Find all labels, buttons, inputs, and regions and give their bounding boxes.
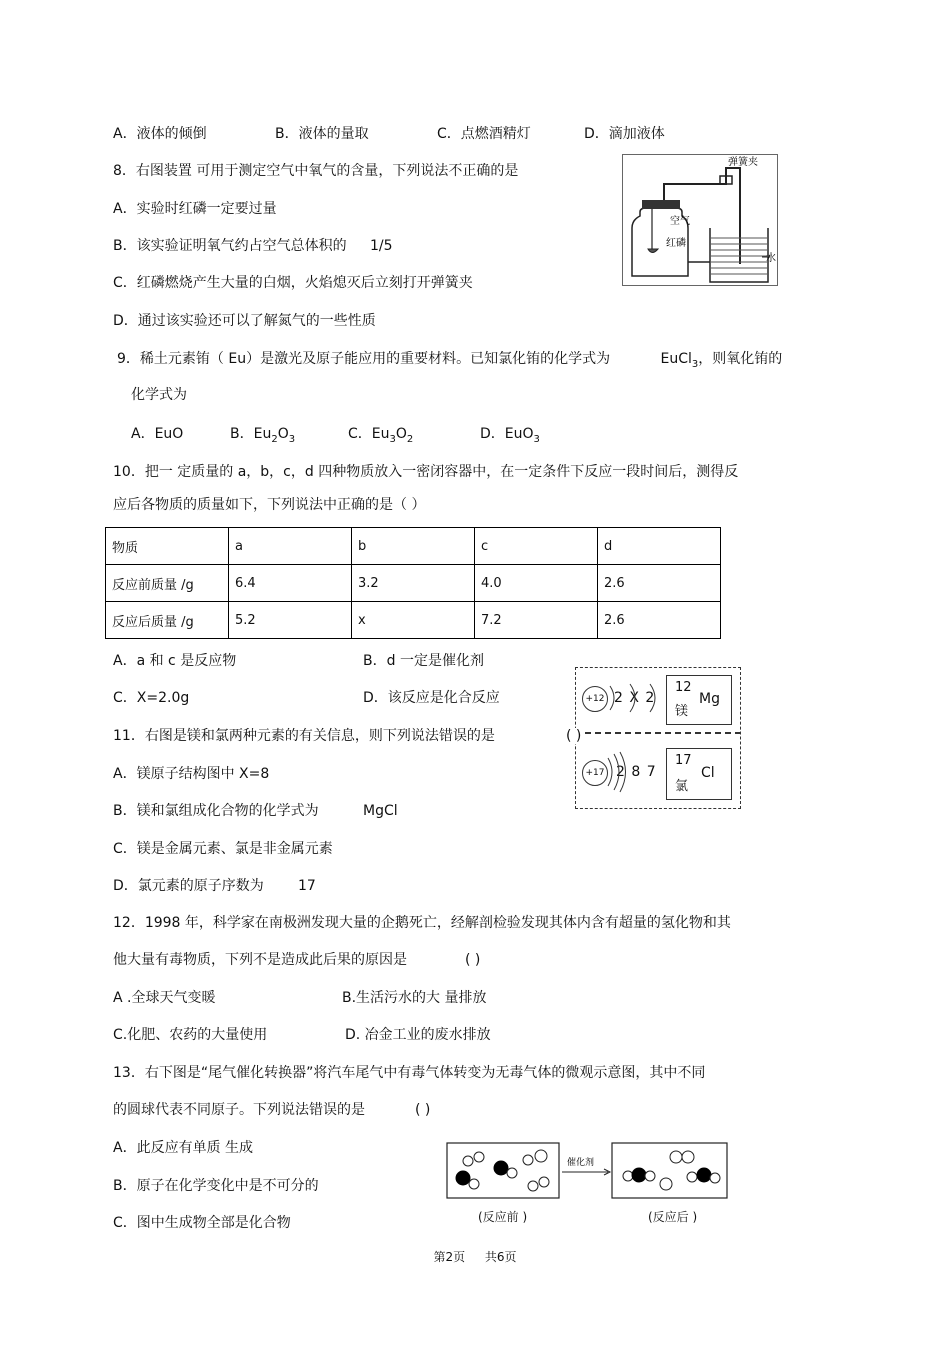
atom-white [469,1179,479,1189]
table-cell: 6.4 [229,565,352,602]
atom-white [523,1155,533,1165]
q9-option-a: A．EuO [131,426,184,442]
q11-option-a: A．镁原子结构图中 X=8 [113,766,270,782]
q10-stem-line2: 应后各物质的质量如下，下列说法中正确的是（ ） [113,497,426,513]
table-cell: 2.6 [598,565,721,602]
before-caption: (反应前 ) [478,1210,528,1224]
q9-c-sub2: 2 [406,433,414,445]
q9-c-rest: O [395,426,407,442]
q12-paren: ( ) [465,952,481,968]
table-cell: x [352,602,475,639]
page-total: 共6页 [484,1250,517,1264]
oxygen-apparatus-figure [622,154,778,286]
table-cell: 3.2 [352,565,475,602]
table-row [106,602,721,639]
q10-option-c: C．X=2.0g [113,690,190,706]
atom-black [456,1171,470,1185]
cl-shell-arcs [604,750,664,794]
atom-white [463,1156,473,1166]
table-cell: 5.2 [229,602,352,639]
q9-d-sub: 3 [533,433,540,445]
q13-option-a: A．此反应有单质 生成 [113,1140,254,1156]
table-cell: 反应后质量 /g [106,602,229,639]
q9-eucl: EuCl [660,351,692,367]
atom-white [660,1178,672,1190]
atom-white [507,1168,517,1178]
atom-white [645,1171,655,1181]
atom-white [682,1151,694,1163]
q11-option-d: D．氯元素的原子序数为 [113,878,264,894]
table-cell: a [229,528,352,565]
q9-b-sub2: 3 [288,433,296,445]
mg-name: 镁 [675,704,689,719]
cl-card [666,748,732,800]
atom-white [528,1181,538,1191]
q9-option-b [230,424,295,450]
q9-b-rest: O [277,426,289,442]
q13-stem-line1: 13．右下图是“尾气催化转换器”将汽车尾气中有毒气体转变为无毒气体的微观示意图，其中不同 [113,1065,706,1081]
q10-option-d: D．该反应是化合反应 [363,690,500,706]
table-row [106,565,721,602]
q8-option-b: B．该实验证明氧气约占空气总体积的 [113,238,347,254]
table-cell: b [352,528,475,565]
atom-black [697,1168,711,1182]
q7-option-a: A．液体的倾倒 [113,126,207,142]
q11-stem: 11．右图是镁和氯两种元素的有关信息，则下列说法错误的是 [113,728,495,744]
q9-eucl3 [660,351,699,370]
q12-option-b: B.生活污水的大 量排放 [342,990,487,1006]
q10-option-a: A．a 和 c 是反应物 [113,653,237,669]
page-number: 第2页 [433,1250,466,1264]
q12-option-d: D. 冶金工业的废水排放 [345,1027,491,1043]
table-cell: 物质 [106,528,229,565]
atom-black [632,1168,646,1182]
page-footer [0,1248,950,1265]
q13-option-c: C．图中生成物全部是化合物 [113,1215,291,1231]
mass-table [105,527,721,639]
q9-option-d [480,424,540,450]
cl-shells: 2 8 7 [616,764,657,780]
mg-symbol: Mg [699,691,720,707]
q7-option-d: D．滴加液体 [584,126,665,142]
q12-option-c: C.化肥、农药的大量使用 [113,1027,268,1043]
q11-option-b: B．镁和氯组成化合物的化学式为 [113,803,319,819]
table-cell: d [598,528,721,565]
label-water: 水 [766,253,776,264]
table-row [106,528,721,565]
q9-stem-line1 [117,349,782,375]
atom-white [474,1152,484,1162]
q9-option-c [348,424,413,450]
atom-white [623,1171,633,1181]
atom-white [710,1173,720,1183]
reaction-figure [446,1142,730,1200]
q10-stem-line1: 10．把一 定质量的 a，b，c，d 四种物质放入一密闭容器中，在一定条件下反应一段时间后，测得反 [113,464,739,480]
q9-d-text: D．EuO [480,426,534,442]
q9-b-text: B．Eu [230,426,272,442]
mg-card [666,675,732,725]
q7-option-c: C．点燃酒精灯 [437,126,531,142]
q10-option-b: B．d 一定是催化剂 [363,653,484,669]
table-cell: 2.6 [598,602,721,639]
q9-stem-part1: 9．稀土元素铕（ Eu）是激光及原子能应用的重要材料。已知氯化铕的化学式为 [117,351,611,367]
figure-divider [575,732,741,734]
atom-black [494,1161,508,1175]
q11-d-number: 17 [298,878,316,894]
q8-option-a: A．实验时红磷一定要过量 [113,201,277,217]
mg-number: 12 [675,680,692,695]
q8-stem: 8．右图装置 可用于测定空气中氧气的含量，下列说法不正确的是 [113,163,519,179]
catalyst-label: 催化剂 [567,1158,595,1168]
element-info-figure [566,667,741,809]
q9-eucl-sub: 3 [691,358,699,370]
cl-symbol: Cl [701,765,715,781]
table-cell: 4.0 [475,565,598,602]
atom-white [687,1172,697,1182]
label-clip: 弹簧夹 [728,157,758,168]
q11-option-c: C．镁是金属元素、氯是非金属元素 [113,841,333,857]
q9-c-sub: 3 [389,433,396,445]
q13-paren: ( ) [415,1102,431,1118]
q13-stem-line2: 的圆球代表不同原子。下列说法错误的是 [113,1102,365,1118]
cl-nucleus: +17 [582,760,608,786]
q9-stem-line2: 化学式为 [131,387,187,403]
q12-stem-line1: 12．1998 年，科学家在南极洲发现大量的企鹅死亡，经解剖检验发现其体内含有超量的氢化物和其 [113,915,731,931]
q8-option-d: D．通过该实验还可以了解氮气的一些性质 [113,313,376,329]
atom-white [535,1150,547,1162]
q8-fraction: 1/5 [370,238,393,254]
q9-stem-part3: ，则氧化铕的 [698,351,783,367]
q8-option-c: C．红磷燃烧产生大量的白烟，火焰熄灭后立刻打开弹簧夹 [113,275,473,291]
table-cell: c [475,528,598,565]
atom-white [670,1151,682,1163]
q12-option-a: A .全球天气变暖 [113,990,216,1006]
q7-option-b: B．液体的量取 [275,126,369,142]
label-phosphorus: 红磷 [666,238,686,249]
table-cell: 7.2 [475,602,598,639]
cl-number: 17 [675,753,692,768]
q9-c-text: C．Eu [348,426,390,442]
table-cell: 反应前质量 /g [106,565,229,602]
q11-paren: ( ) [566,728,582,744]
after-caption: (反应后 ) [648,1210,698,1224]
q9-b-sub: 2 [271,433,278,445]
mg-shell-arcs [604,678,664,718]
mg-shells: 2 X 2 [614,690,656,706]
q11-b-formula: MgCl [363,803,398,819]
label-air: 空气 [670,216,690,227]
cl-name: 氯 [675,779,689,794]
mg-nucleus: +12 [582,686,608,712]
q12-stem-line2: 他大量有毒物质，下列不是造成此后果的原因是 [113,952,407,968]
atom-white [539,1177,549,1187]
q13-option-b: B．原子在化学变化中是不可分的 [113,1178,319,1194]
